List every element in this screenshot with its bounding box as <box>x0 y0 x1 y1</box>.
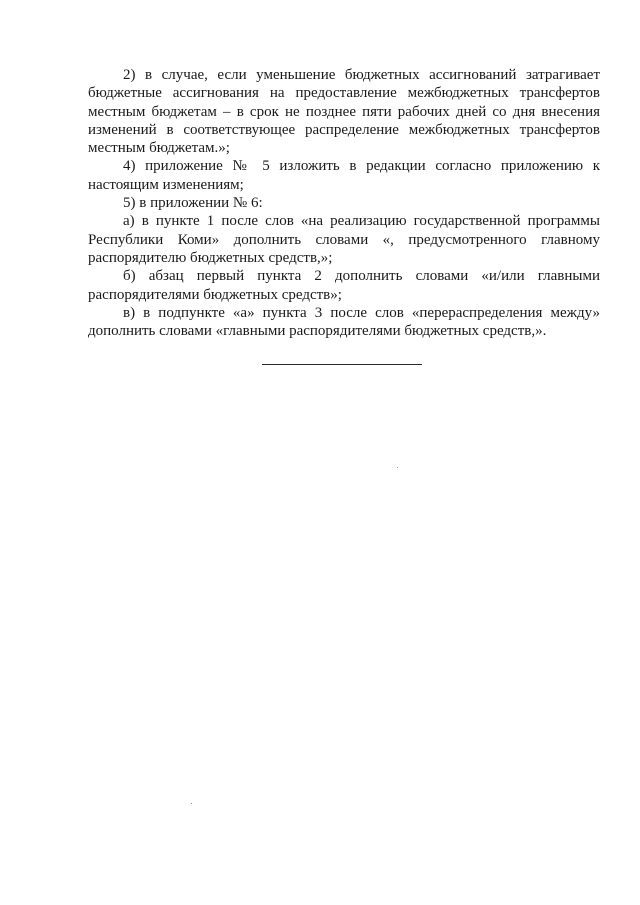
paragraph-item-a: а) в пункте 1 после слов «на реализацию государственной программы Республики Коми» дополнить словами «, предусмотренного главному распорядителю бюджетных средств,»; <box>88 213 600 266</box>
paragraph-item-b: б) абзац первый пункта 2 дополнить словами «и/или главными распорядителями бюджетных средств»; <box>88 268 600 303</box>
paragraph-appendix-5: 4) приложение № 5 изложить в редакции согласно приложению к настоящим изменениям; <box>88 158 600 193</box>
document-body <box>88 66 600 340</box>
scan-speck <box>397 467 398 468</box>
paragraph-item-v: в) в подпункте «а» пункта 3 после слов «перераспределения между» дополнить словами «главными распорядителями бюджетных средств,». <box>88 304 600 340</box>
scan-speck <box>191 803 192 804</box>
paragraph-budget-reduction: 2) в случае, если уменьшение бюджетных ассигнований затрагивает бюджетные ассигнования на предоставление межбюджетных трансфертов местным бюджетам – в срок не позднее пяти рабочих дней со дня внесения изменений в соответствующее распределение межбюджетных трансфертов местным бюджетам.»; <box>88 67 600 157</box>
paragraph-appendix-6: 5) в приложении № 6: <box>123 195 263 212</box>
closing-rule <box>262 364 422 365</box>
